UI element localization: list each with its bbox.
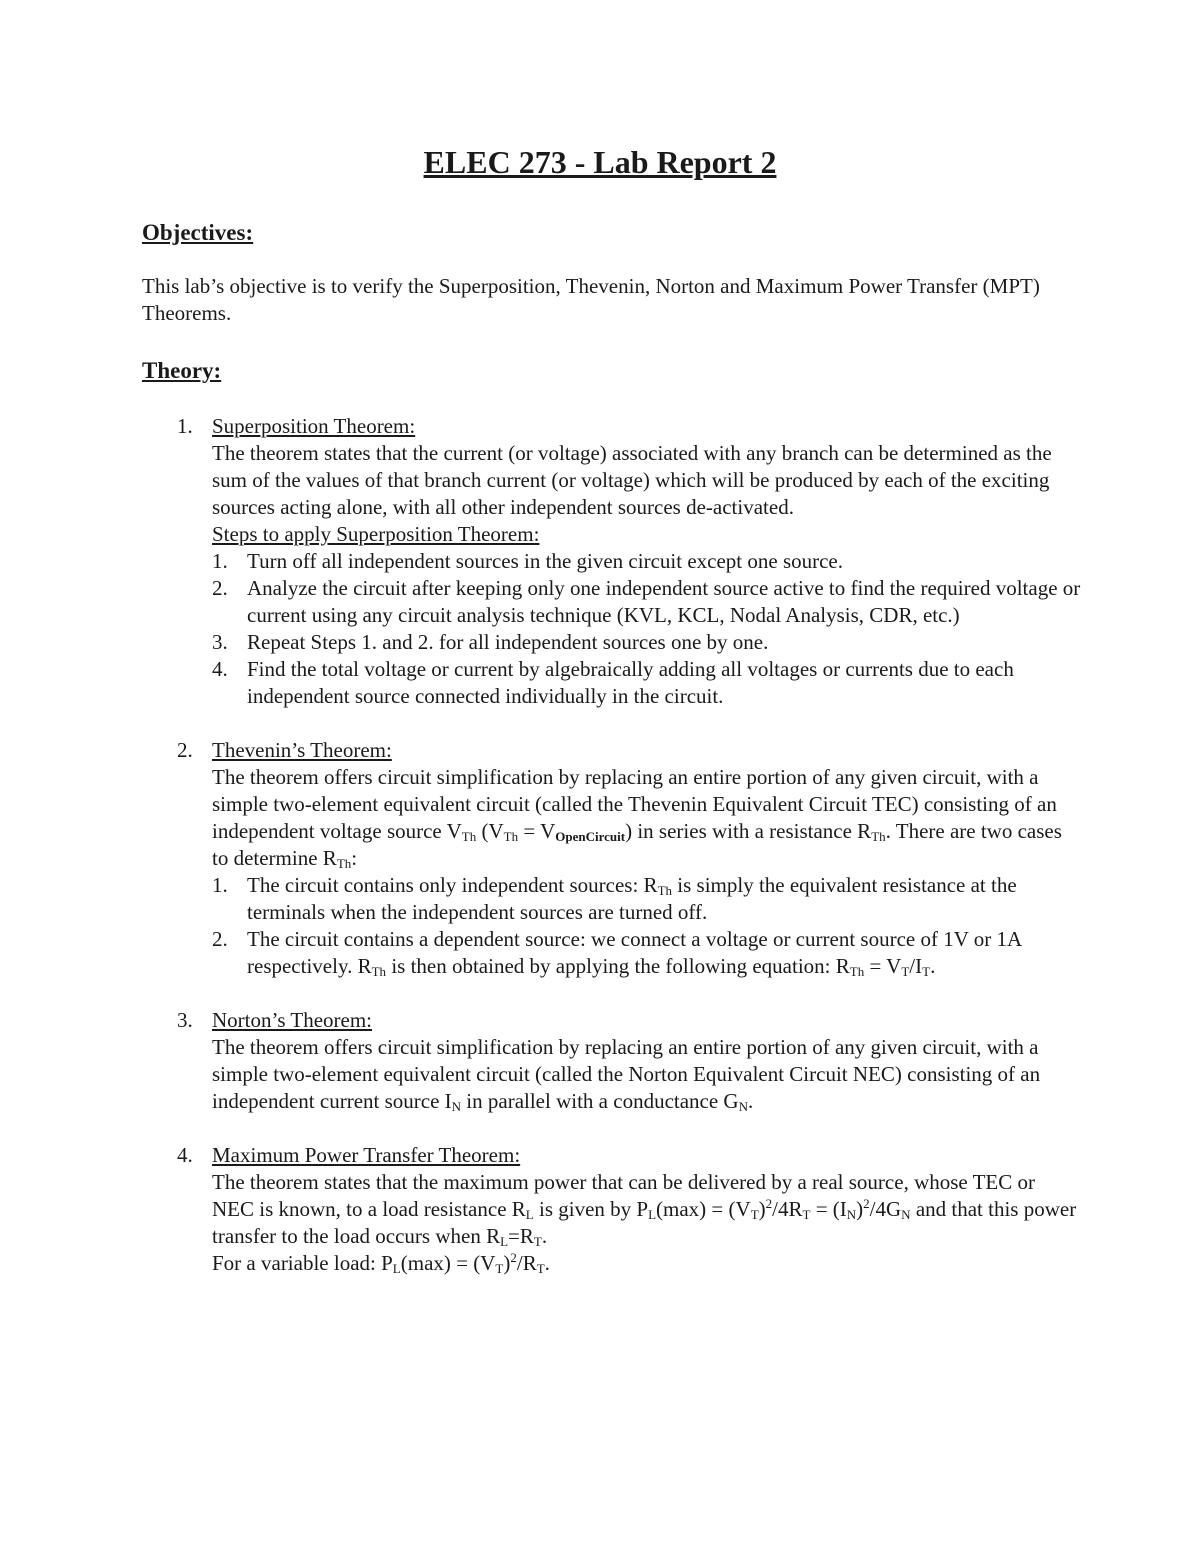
superposition-title: Superposition Theorem: [212,414,416,438]
norton-title: Norton’s Theorem: [212,1008,373,1032]
case-number: 2. [212,927,228,951]
norton-text: The theorem offers circuit simplification by replacing an entire portion of any given circuit, with a simple two-element equivalent circuit (called the Norton Equivalent Circuit NEC) consisting of an independent current source $I_N$ in parallel with a conductance $G_N$. [212,1035,1041,1114]
case-number: 1. [212,873,228,897]
superposition-steps-title: Steps to apply Superposition Theorem: [212,522,540,546]
document-title: ELEC 273 - Lab Report 2 [423,144,777,180]
step-text: Turn off all independent sources in the given circuit except one source. [247,549,843,573]
step-text: Find the total voltage or current by algebraically adding all voltages or currents due to each independent source connected individually in the circuit. [247,657,1014,708]
superposition-steps [212,548,1082,710]
list-item [212,629,1082,656]
norton-number: 3. [177,1008,193,1032]
step-number: 1. [212,549,228,573]
step-number: 4. [212,657,228,681]
thevenin-number: 2. [177,738,193,762]
theory-heading: Theory: [142,358,222,383]
mpt-text: The theorem states that the maximum power that can be delivered by a real source, whose TEC or NEC is known, to a load resistance $R_L$ is given by $P_L(\max) = (V_T)^2/4R_T = (I_N)^2/4G_N$ and that this power transfer to the load occurs when $R_L=R_T$. [212,1170,1077,1249]
list-item [212,872,1082,926]
step-number: 3. [212,630,228,654]
superposition-number: 1. [177,414,193,438]
thevenin-section [142,737,1082,980]
objectives-heading: Objectives: [142,220,254,245]
list-item [212,575,1082,629]
norton-section [142,1007,1082,1115]
case-text: The circuit contains only independent sources: $R_{Th}$ is simply the equivalent resistance at the terminals when the independent sources are turned off. [247,873,1017,924]
thevenin-title: Thevenin’s Theorem: [212,738,392,762]
superposition-section [142,413,1082,710]
objectives-text: This lab’s objective is to verify the Superposition, Thevenin, Norton and Maximum Power Transfer (MPT) Theorems. [142,274,1040,325]
thevenin-cases [212,872,1082,980]
thevenin-text: The theorem offers circuit simplification by replacing an entire portion of any given circuit, with a simple two-element equivalent circuit (called the Thevenin Equivalent Circuit TEC) consisting of an independent voltage source $V_{Th}$ $(V_{Th} = V_{OpenCircuit})$ in series with a resistance $R_{Th}$. There are two cases to determine $R_{Th}$: [212,765,1062,871]
mpt-number: 4. [177,1143,193,1167]
step-number: 2. [212,576,228,600]
list-item [212,656,1082,710]
list-item [212,926,1082,980]
mpt-title: Maximum Power Transfer Theorem: [212,1143,521,1167]
step-text: Repeat Steps 1. and 2. for all independent sources one by one. [247,630,769,654]
mpt-section [142,1142,1082,1277]
list-item [212,548,1082,575]
step-text: Analyze the circuit after keeping only one independent source active to find the required voltage or current using any circuit analysis technique (KVL, KCL, Nodal Analysis, CDR, etc.) [247,576,1081,627]
mpt-variable-load: For a variable load: $P_L(\max) = (V_T)^2/R_T$. [212,1250,550,1276]
case-text: The circuit contains a dependent source: we connect a voltage or current source of 1V or 1A respectively. $R_{Th}$ is then obtained by applying the following equation: $R_{Th} = V_T/I_T$. [247,927,1021,979]
theory-list [142,413,1082,1277]
superposition-text: The theorem states that the current (or voltage) associated with any branch can be determined as the sum of the values of that branch current (or voltage) which will be produced by each of the exciting sources acting alone, with all other independent sources de-activated. [212,441,1052,519]
